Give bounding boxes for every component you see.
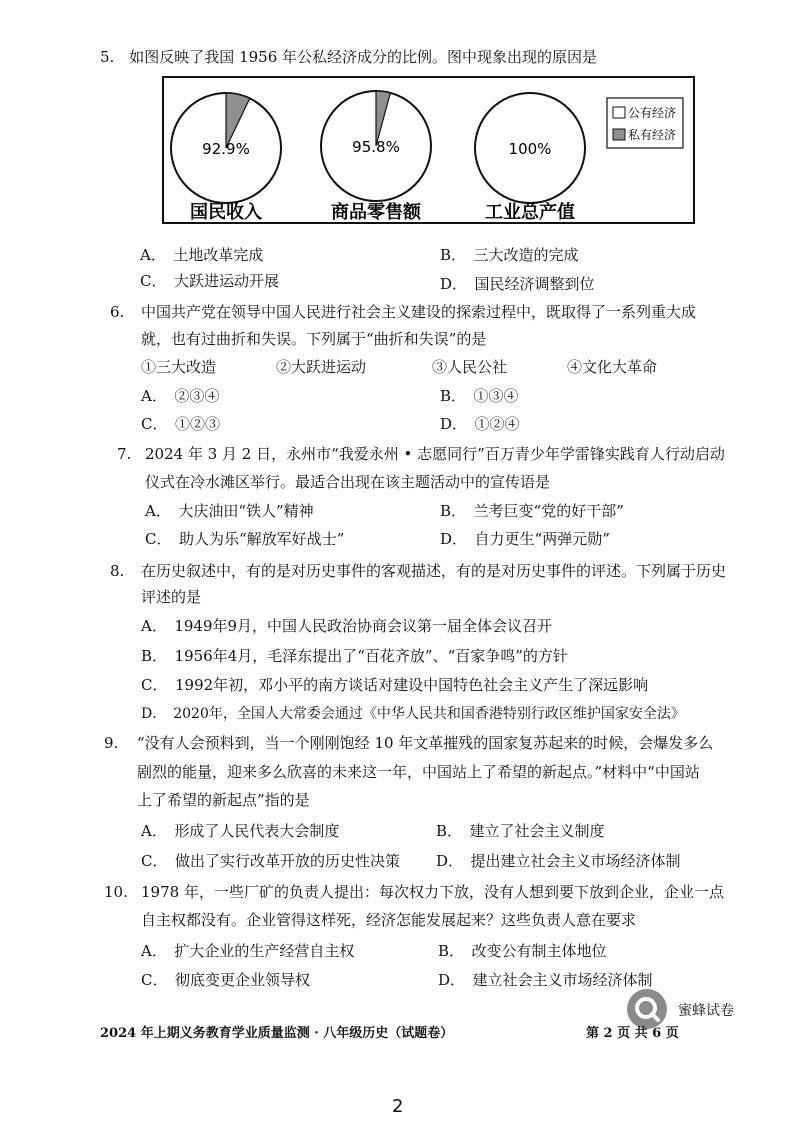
pie-retail-sales-value-label: 95.8% [352,138,400,156]
q10-number: 10. [104,883,128,901]
q7-option-d[interactable]: D． 自力更生“两弹元勋” [440,530,610,548]
q10-option-b[interactable]: B． 改变公有制主体地位 [438,942,607,960]
q8-line1: 在历史叙述中，有的是对历史事件的客观描述，有的是对历史事件的评述。下列属于历史 [141,562,727,580]
q9-option-a[interactable]: A． 形成了人民代表大会制度 [141,822,340,840]
pie-industrial-output-title: 工业总产值 [485,202,575,222]
legend-label-private: 私有经济 [628,128,677,142]
q5-pie-chart-frame [162,76,695,224]
q6-option-a[interactable]: A． ②③④ [141,387,220,405]
q7-number: 7. [117,445,132,463]
q9-line3: 上了希望的新起点”指的是 [137,791,310,809]
pie-national-income-value-label: 92.9% [202,140,250,158]
q8-number: 8. [110,562,125,580]
q9-option-d[interactable]: D． 提出建立社会主义市场经济体制 [436,852,681,870]
q6-item-2: ②大跃进运动 [276,358,367,376]
page-number: 2 [392,1096,404,1117]
pie-industrial-output-value-label: 100% [508,140,552,158]
q6-item-1: ①三大改造 [141,358,217,376]
q6-line1: 中国共产党在领导中国人民进行社会主义建设的探索过程中，既取得了一系列重大成 [141,303,697,321]
q6-option-d[interactable]: D． ①②④ [440,415,520,433]
q8-option-a[interactable]: A． 1949年9月，中国人民政治协商会议第一届全体会议召开 [141,617,553,635]
q6-item-3: ③人民公社 [432,358,508,376]
chart-legend [607,98,683,148]
q10-option-d[interactable]: D． 建立社会主义市场经济体制 [438,971,653,989]
q9-option-b[interactable]: B． 建立了社会主义制度 [436,822,605,840]
q8-option-b[interactable]: B． 1956年4月，毛泽东提出了“百花齐放”、“百家争鸣”的方针 [141,647,568,665]
q6-item-4: ④文化大革命 [567,358,658,376]
q8-option-c[interactable]: C． 1992年初，邓小平的南方谈话对建设中国特色社会主义产生了深远影响 [141,676,649,694]
q5-option-a[interactable]: A． 土地改革完成 [140,246,264,264]
q9-line1: “没有人会预料到，当一个刚刚饱经 10 年文革摧残的国家复苏起来的时候，会爆发多么 [137,734,714,752]
q8-line2: 评述的是 [141,588,202,606]
legend-swatch-public [613,107,625,118]
q10-line1: 1978 年，一些厂矿的负责人提出：每次权力下放，没有人想到要下放到企业，企业一点 [141,883,724,901]
footer-title: 2024 年上期义务教育学业质量监测 · 八年级历史（试题卷） [100,1026,454,1041]
legend-swatch-private [613,129,625,140]
q5-pie-chart [164,78,693,222]
q10-line2: 自主权都没有。企业管得这样死，经济怎能发展起来？这些负责人意在要求 [141,911,637,929]
q6-number: 6. [110,303,125,321]
footer-page-label: 第 2 页 共 6 页 [586,1026,679,1041]
q7-line2: 仪式在冷水滩区举行。最适合出现在该主题活动中的宣传语是 [145,473,551,491]
q6-line2: 就，也有过曲折和失误。下列属于“曲折和失误”的是 [141,330,487,348]
q7-option-a[interactable]: A． 大庆油田“铁人”精神 [145,502,314,520]
legend-label-public: 公有经济 [628,106,677,120]
q7-option-c[interactable]: C． 助人为乐“解放军好战士” [145,530,345,548]
pie-retail-sales-title: 商品零售额 [331,202,421,222]
q5-option-c[interactable]: C． 大跃进运动开展 [140,272,279,290]
q9-line2: 剧烈的能量，迎来多么欣喜的未来这一年，中国站上了希望的新起点。”材料中“中国站 [137,763,700,781]
q9-option-c[interactable]: C． 做出了实行改革开放的历史性决策 [141,852,400,870]
q5-option-b[interactable]: B． 三大改造的完成 [440,246,579,264]
q8-option-d[interactable]: D． 2020年，全国人大常委会通过《中华人民共和国香港特别行政区维护国家安全法》 [141,706,685,722]
q10-option-a[interactable]: A． 扩大企业的生产经营自主权 [141,942,355,960]
q7-option-b[interactable]: B． 兰考巨变“党的好干部” [440,502,624,520]
q5-stem: 5. 如图反映了我国 1956 年公私经济成分的比例。图中现象出现的原因是 [100,48,598,66]
q9-number: 9. [104,734,119,752]
q6-option-b[interactable]: B． ①③④ [440,387,519,405]
q5-option-d[interactable]: D． 国民经济调整到位 [440,275,595,293]
q10-option-c[interactable]: C． 彻底变更企业领导权 [141,971,310,989]
q6-option-c[interactable]: C． ①②③ [141,415,220,433]
pie-national-income-title: 国民收入 [190,202,262,222]
watermark-text: 蜜蜂试卷 [678,1003,734,1019]
q7-line1: 2024 年 3 月 2 日，永州市“我爱永州 • 志愿同行”百万青少年学雷锋实践育人行动启动 [145,445,725,463]
